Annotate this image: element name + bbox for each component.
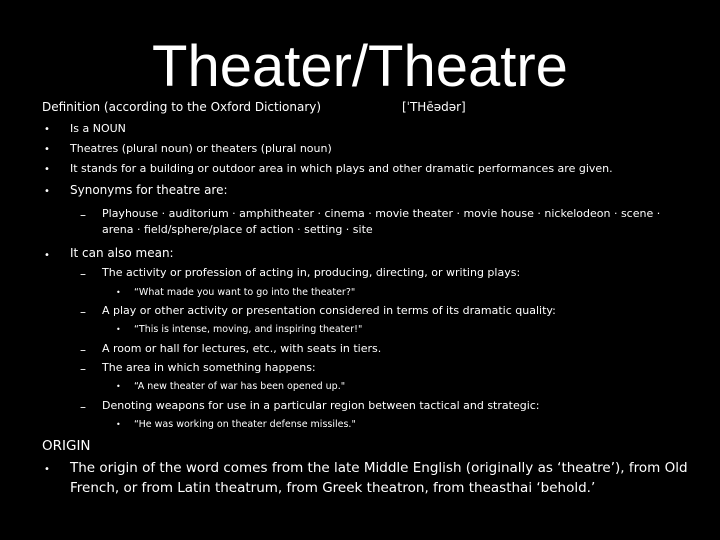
bullet-definition: It stands for a building or outdoor area in which plays and other dramatic performances are given. [70, 162, 613, 175]
bullet-glyph: • [44, 124, 50, 135]
bullet-glyph: • [44, 464, 50, 475]
dash-glyph: – [80, 305, 86, 319]
synonyms-list-line1: Playhouse · auditorium · amphitheater · cinema · movie theater · movie house · nickelodeon · scene · [102, 207, 661, 220]
dash-glyph: – [80, 362, 86, 376]
bullet-glyph: • [44, 186, 50, 197]
meaning-item: The activity or profession of acting in, producing, directing, or writing plays: [102, 266, 521, 279]
bullet-glyph: • [44, 164, 50, 175]
origin-heading: ORIGIN [42, 438, 91, 454]
bullet-plural: Theatres (plural noun) or theaters (plural noun) [70, 142, 332, 155]
dash-glyph: – [80, 208, 86, 222]
origin-text-line1: The origin of the word comes from the late Middle English (originally as ‘theatre’), from Old [70, 460, 688, 476]
dash-glyph: – [80, 267, 86, 281]
meaning-example: “He was working on theater defense missiles." [134, 419, 356, 430]
bullet-glyph: • [116, 325, 121, 334]
meaning-example: “A new theater of war has been opened up." [134, 381, 346, 392]
bullet-glyph: • [116, 382, 121, 391]
bullet-glyph: • [116, 420, 121, 429]
synonyms-heading: Synonyms for theatre are: [70, 183, 228, 197]
meanings-heading: It can also mean: [70, 246, 174, 260]
bullet-glyph: • [44, 250, 50, 261]
meaning-item: A play or other activity or presentation considered in terms of its dramatic quality: [102, 304, 556, 317]
definition-label: Definition (according to the Oxford Dictionary) [42, 100, 322, 114]
bullet-glyph: • [44, 144, 50, 155]
pronunciation: [ˈTHēədər] [402, 100, 466, 114]
meaning-item: The area in which something happens: [102, 361, 316, 374]
bullet-noun: Is a NOUN [70, 122, 126, 135]
meaning-item: Denoting weapons for use in a particular region between tactical and strategic: [102, 399, 540, 412]
bullet-glyph: • [116, 288, 121, 297]
meaning-example: “What made you want to go into the theater?" [134, 287, 356, 298]
origin-text-line2: French, or from Latin theatrum, from Greek theatron, from theasthai ‘behold.’ [70, 480, 596, 496]
dash-glyph: – [80, 343, 86, 357]
slide-title: Theater/Theatre [152, 34, 568, 99]
synonyms-list-line2: arena · field/sphere/place of action · setting · site [102, 223, 373, 236]
meaning-example: “This is intense, moving, and inspiring theater!" [134, 324, 363, 335]
meaning-item: A room or hall for lectures, etc., with seats in tiers. [102, 342, 382, 355]
dash-glyph: – [80, 400, 86, 414]
